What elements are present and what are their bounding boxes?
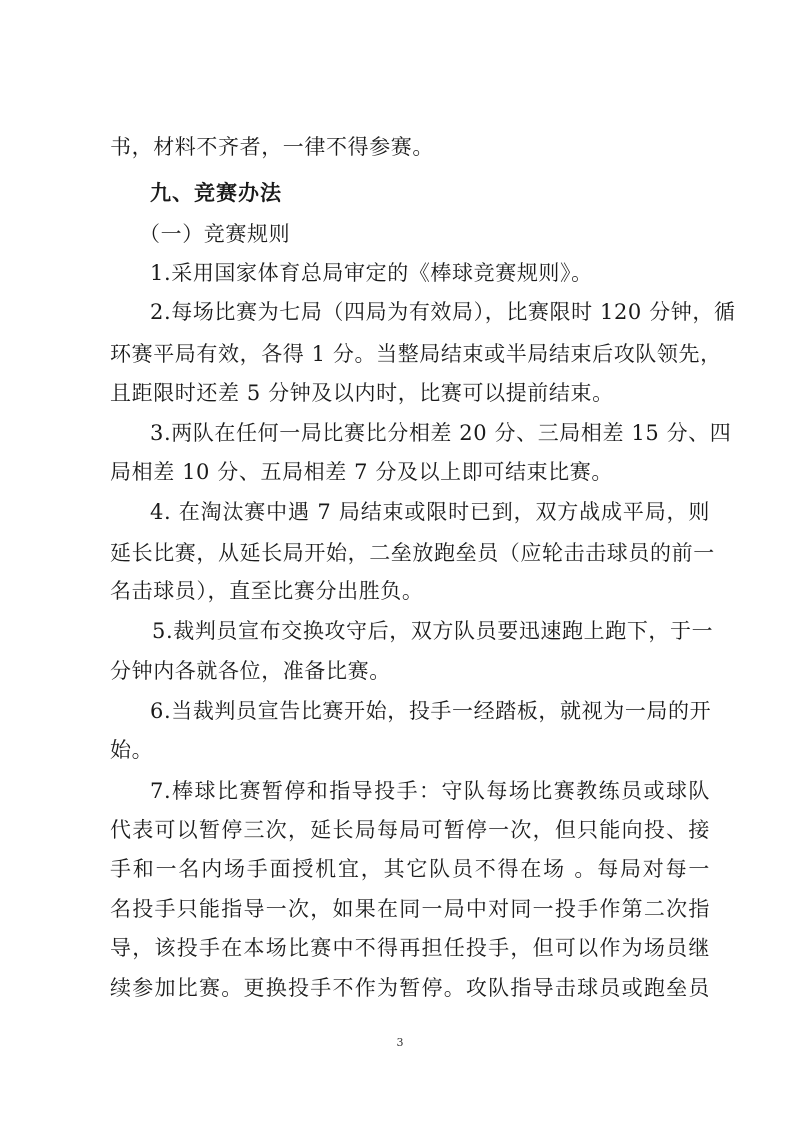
subsection-heading: （一）竞赛规则 [139, 222, 291, 246]
text-line: 且距限时还差 5 分钟及以内时，比赛可以提前结束。 [110, 381, 614, 405]
text-line: 5.裁判员宣布交换攻守后，双方队员要迅速跑上跑下，于一 [152, 619, 714, 643]
text-line: 书，材料不齐者，一律不得参赛。 [110, 135, 434, 159]
text-line: 续参加比赛。更换投手不作为暂停。攻队指导击球员或跑垒员 [110, 976, 710, 1000]
text-line: 1.采用国家体育总局审定的《棒球竞赛规则》。 [150, 261, 593, 285]
text-line: 2.每场比赛为七局（四局为有效局），比赛限时 120 分钟，循 [150, 300, 736, 324]
text-line: 6.当裁判员宣告比赛开始，投手一经踏板，就视为一局的开 [150, 699, 712, 723]
text-line: 局相差 10 分、五局相差 7 分及以上即可结束比赛。 [110, 460, 613, 484]
page-number: 3 [396, 1036, 404, 1049]
text-line: 手和一名内场手面授机宜，其它队员不得在场 。每局对每一 [110, 857, 710, 881]
text-line: 延长比赛，从延长局开始，二垒放跑垒员（应轮击击球员的前一 [110, 541, 715, 565]
section-heading: 九、竞赛办法 [150, 181, 282, 205]
text-line: 环赛平局有效，各得 1 分。当整局结束或半局结束后攻队领先， [110, 342, 722, 366]
text-line: 分钟内各就各位，准备比赛。 [110, 659, 391, 683]
text-line: 导，该投手在本场比赛中不得再担任投手，但可以作为场员继 [110, 936, 710, 960]
text-line: 名投手只能指导一次，如果在同一局中对同一投手作第二次指 [110, 897, 710, 921]
text-line: 7.棒球比赛暂停和指导投手：守队每场比赛教练员或球队 [150, 779, 710, 803]
text-line: 名击球员），直至比赛分出胜负。 [110, 579, 424, 603]
text-line: 始。 [110, 738, 154, 762]
text-line: 3.两队在任何一局比赛比分相差 20 分、三局相差 15 分、四 [150, 421, 732, 445]
text-line: 4. 在淘汰赛中遇 7 局结束或限时已到，双方战成平局，则 [150, 500, 710, 524]
text-line: 代表可以暂停三次，延长局每局可暂停一次，但只能向投、接 [110, 818, 710, 842]
